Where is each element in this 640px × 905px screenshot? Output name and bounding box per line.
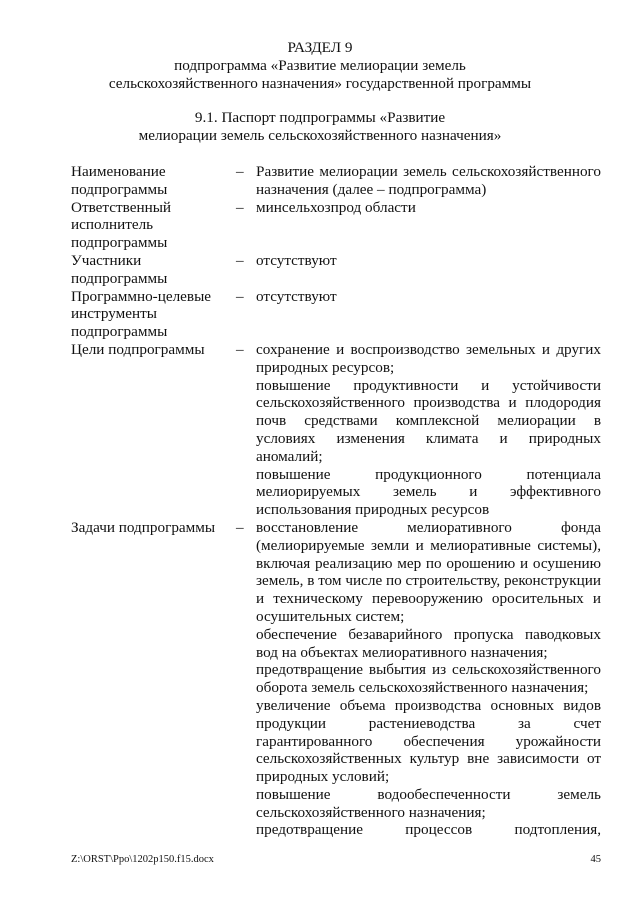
row-label: Цели подпрограммы (71, 340, 205, 358)
row-responsible (71, 199, 601, 252)
row-values: отсутствуют (256, 251, 337, 269)
page-footer (71, 854, 601, 865)
passport-title (40, 109, 600, 145)
row-dash: – (236, 518, 244, 536)
section-header (40, 39, 600, 93)
task-item: предотвращение процессов подтопления, (256, 821, 601, 839)
goal-item: повышение продуктивности и устойчивости сельскохозяйственного производства и плодородия почв средствами комплексной мелиорации в условиях изменения климата и природных аномалий; (256, 376, 601, 465)
row-label: Задачи подпрограммы (71, 518, 216, 536)
row-label: Участники подпрограммы (71, 251, 168, 287)
row-values (256, 341, 601, 519)
task-item: восстановление мелиоративного фонда (мелиорируемые земли и мелиоративные системы), включая реализацию мер по орошению и осушению земель, в том числе по строительству, реконструкции и техническому перевооружению оросительных и осушительных систем; (256, 518, 601, 625)
row-participants (71, 252, 601, 288)
row-tasks (71, 519, 601, 839)
section-subtitle-line-1: подпрограмма «Развитие мелиорации земель (174, 57, 466, 74)
row-label: Программно-целевые инструменты подпрограммы (71, 287, 212, 341)
passport-title-line-1: 9.1. Паспорт подпрограммы «Развитие (194, 109, 446, 126)
row-dash: – (236, 198, 244, 216)
row-dash: – (236, 287, 244, 305)
row-dash: – (236, 163, 244, 180)
section-subtitle-line-2: сельскохозяйственного назначения» государственной программы (108, 75, 532, 92)
task-item: обеспечение безаварийного пропуска паводковых вод на объектах мелиоративного назначения; (256, 625, 601, 661)
task-item: повышение водообеспеченности земель сельскохозяйственного назначения; (256, 785, 601, 821)
row-values (256, 519, 601, 839)
row-name (71, 163, 601, 199)
row-label: Ответственный исполнитель подпрограммы (71, 198, 172, 252)
file-path: Z:\ORST\Ppo\1202p150.f15.docx (71, 854, 214, 865)
section-number: РАЗДЕЛ 9 (287, 39, 353, 56)
row-instruments (71, 288, 601, 341)
row-values: Развитие мелиорации земель сельскохозяйственного назначения (далее – подпрограмма) (256, 163, 601, 198)
row-values: отсутствуют (256, 287, 337, 305)
task-item: увеличение объема производства основных видов продукции растениеводства за счет гарантированного обеспечения урожайности сельскохозяйственных культур вне зависимости от природных условий; (256, 696, 601, 786)
row-goals (71, 341, 601, 519)
page-number: 45 (590, 854, 601, 865)
passport-title-line-2: мелиорации земель сельскохозяйственного назначения» (138, 127, 502, 144)
goal-item: повышение продукционного потенциала мелиорируемых земель и эффективного использования природных ресурсов (256, 465, 601, 519)
passport-table (71, 163, 601, 839)
row-dash: – (236, 251, 244, 269)
row-dash: – (236, 340, 244, 358)
row-values: минсельхозпрод области (256, 198, 416, 216)
task-item: предотвращение выбытия из сельскохозяйственного оборота земель сельскохозяйственного назначения; (256, 661, 601, 697)
row-label: Наименование подпрограммы (71, 163, 168, 198)
goal-item: сохранение и воспроизводство земельных и других природных ресурсов; (256, 340, 601, 376)
